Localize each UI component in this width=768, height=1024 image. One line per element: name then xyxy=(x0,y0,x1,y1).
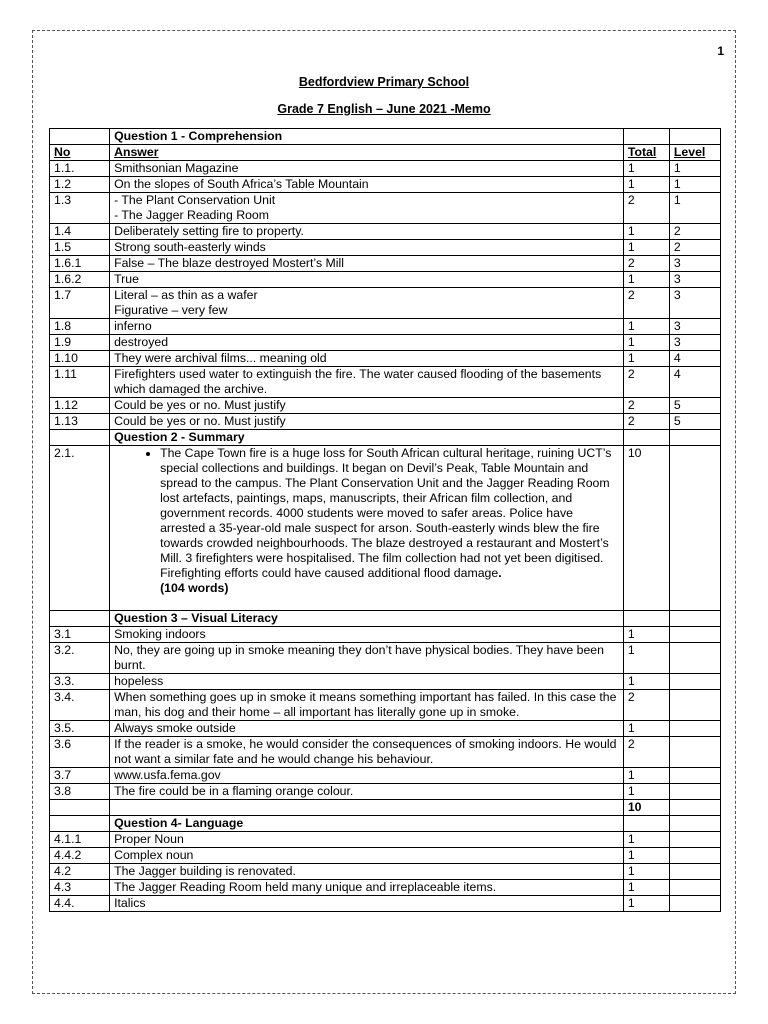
section-title: Question 1 - Comprehension xyxy=(110,129,624,145)
header-total: Total xyxy=(623,145,669,161)
table-row: 1.10 They were archival films... meaning old 1 4 xyxy=(50,351,721,367)
header-level: Level xyxy=(669,145,720,161)
summary-item: • The Cape Town fire is a huge loss for South African cultural heritage, ruining UCT’s special collections and buildings. It began on Devil’s Peak, Table Mountain and spread to the campus. The Plant Conservation Unit and the Jagger Reading Room lost artefacts, paintings, maps, manuscripts, their African film collection, and government records. 4000 students were moved to safer areas. Police have arrested a 35-year-old male suspect for arson. South-easterly winds blew the fire towards crowded neighbourhoods. The blaze destroyed a restaurant and Mostert’s Mill. 3 firefighters were hospitalised. The film collection had not yet been digitised. Firefighting efforts could have caused additional flood damage. (104 words) xyxy=(160,446,619,610)
table-row: 1.11 Firefighters used water to extinguish the fire. The water caused flooding of the basements which damaged the archive. 2 4 xyxy=(50,367,721,398)
memo-subtitle: Grade 7 English – June 2021 -Memo xyxy=(277,102,491,116)
section-row-q2 xyxy=(50,430,721,446)
table-row: 1.6.2 True 1 3 xyxy=(50,272,721,288)
section-title: Question 3 – Visual Literacy xyxy=(110,611,624,627)
table-row: 4.3 The Jagger Reading Room held many unique and irreplaceable items. 1 xyxy=(50,880,721,896)
section-row-q1 xyxy=(50,129,721,145)
table-row: 1.4 Deliberately setting fire to property. 1 2 xyxy=(50,224,721,240)
table-row: 4.1.1 Proper Noun 1 xyxy=(50,832,721,848)
page-number: 1 xyxy=(717,44,724,58)
table-row: 1.9 destroyed 1 3 xyxy=(50,335,721,351)
table-row: 3.7 www.usfa.fema.gov 1 xyxy=(50,768,721,784)
table-row: 3.5. Always smoke outside 1 xyxy=(50,721,721,737)
table-row: 4.4.2 Complex noun 1 xyxy=(50,848,721,864)
header-row xyxy=(50,145,721,161)
q3-total: 10 xyxy=(623,800,669,816)
header-no: No xyxy=(50,145,110,161)
table-row: 1.6.1 False – The blaze destroyed Mostert’s Mill 2 3 xyxy=(50,256,721,272)
table-row: 1.1. Smithsonian Magazine 1 1 xyxy=(50,161,721,177)
table-row: 3.1 Smoking indoors 1 xyxy=(50,627,721,643)
table-row: 1.7 Literal – as thin as a wafer Figurative – very few 2 3 xyxy=(50,288,721,319)
table-row: 4.2 The Jagger building is renovated. 1 xyxy=(50,864,721,880)
section-row-q3 xyxy=(50,611,721,627)
section-title: Question 4- Language xyxy=(110,816,624,832)
summary-row: 2.1. • The Cape Town fire is a huge loss for South African cultural heritage, ruining UCT’s special collections and buildings. It began on Devil’s Peak, Table Mountain and spread to the campus. The Plant Conservation Unit and the Jagger Reading Room lost artefacts, paintings, maps, manuscripts, their African film collection, and government records. 4000 students were moved to safer areas. Police have arrested a 35-year-old male suspect for arson. South-easterly winds blew the fire towards crowded neighbourhoods. The blaze destroyed a restaurant and Mostert’s Mill. 3 firefighters were hospitalised. The film collection had not yet been digitised. Firefighting efforts could have caused additional flood damage. (104 words) 10 xyxy=(50,446,721,611)
table-row: 1.3 - The Plant Conservation Unit - The Jagger Reading Room 2 1 xyxy=(50,193,721,224)
table-row: 3.8 The fire could be in a flaming orange colour. 1 xyxy=(50,784,721,800)
section-row-q4 xyxy=(50,816,721,832)
school-title: Bedfordview Primary School xyxy=(298,75,470,89)
table-row: 1.13 Could be yes or no. Must justify 2 5 xyxy=(50,414,721,430)
table-row: 4.4. Italics 1 xyxy=(50,896,721,912)
memo-table xyxy=(49,128,721,912)
table-row: 1.12 Could be yes or no. Must justify 2 5 xyxy=(50,398,721,414)
table-row: 3.4. When something goes up in smoke it means something important has failed. In this case the man, his dog and their home – all important has literally gone up in smoke. 2 xyxy=(50,690,721,721)
summary-list xyxy=(114,446,619,610)
table-row: 3.3. hopeless 1 xyxy=(50,674,721,690)
total-row xyxy=(50,800,721,816)
header-answer: Answer xyxy=(110,145,624,161)
section-title: Question 2 - Summary xyxy=(110,430,624,446)
table-row: 1.8 inferno 1 3 xyxy=(50,319,721,335)
table-row: 3.6 If the reader is a smoke, he would consider the consequences of smoking indoors. He would not want a similar fate and he would change his behaviour. 2 xyxy=(50,737,721,768)
table-row: 1.2 On the slopes of South Africa’s Table Mountain 1 1 xyxy=(50,177,721,193)
word-count: (104 words) xyxy=(160,581,229,595)
table-row: 3.2. No, they are going up in smoke meaning they don’t have physical bodies. They have been burnt. 1 xyxy=(50,643,721,674)
table-row: 1.5 Strong south-easterly winds 1 2 xyxy=(50,240,721,256)
